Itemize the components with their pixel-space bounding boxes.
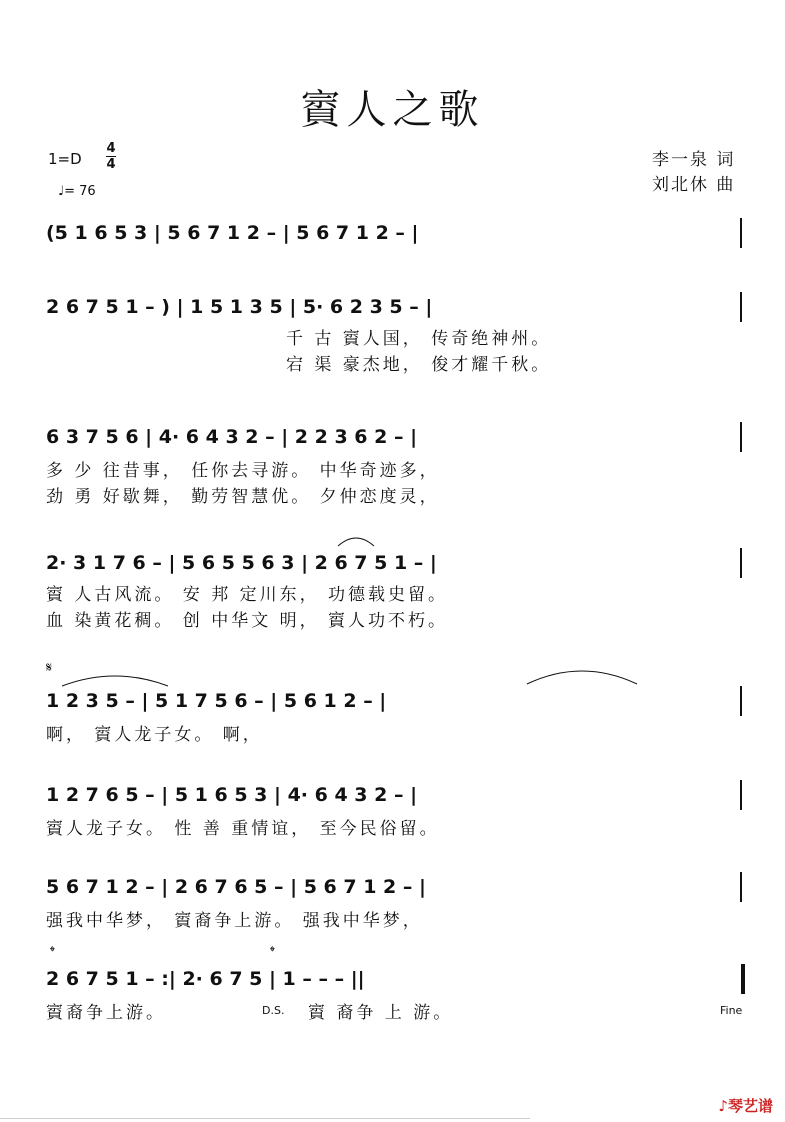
notes-system-6: 1 2 7 6 5 – | 5 1 6 5 3 | 4· 6 4 3 2 – | [46, 784, 418, 806]
slur [336, 532, 376, 548]
notes-system-1: (5 1 6 5 3 | 5 6 7 1 2 – | 5 6 7 1 2 – | [46, 222, 419, 244]
tempo-marking [58, 184, 96, 199]
fine-marking: Fine [720, 1004, 743, 1017]
time-sig-top: 4 [106, 141, 116, 156]
quarter-note-icon: ♩ [58, 184, 65, 199]
site-logo [718, 1095, 773, 1116]
key-signature: 1=D [48, 150, 82, 168]
lyrics-system-4-verse-2: 血 染黄花稠。 创 中华文 明， 賨人功不朽。 [46, 611, 449, 631]
barline [740, 548, 742, 578]
segno-icon: 𝄋 [46, 660, 53, 676]
barline [740, 292, 742, 322]
song-title: 賨人之歌 [300, 87, 485, 133]
lyrics-system-2-verse-2: 宕 渠 豪杰地， 俊才耀千秋。 [286, 355, 552, 375]
lyrics-system-5: 啊， 賨人龙子女。 啊， [46, 725, 263, 745]
ds-marking: D.S. [262, 1004, 285, 1017]
footer-line [0, 1118, 530, 1119]
composer-credit: 刘北休 曲 [652, 175, 736, 195]
time-sig-bottom: 4 [106, 157, 116, 172]
final-barline [741, 964, 745, 994]
tie [60, 670, 170, 688]
notes-system-7: 5 6 7 1 2 – | 2 6 7 6 5 – | 5 6 7 1 2 – | [46, 876, 426, 898]
lyrics-system-6: 賨人龙子女。 性 善 重情谊， 至今民俗留。 [46, 819, 440, 839]
notes-system-8: 2 6 7 5 1 – :| 2· 6 7 5 | 1 – – – || [46, 968, 365, 990]
tie [525, 664, 640, 686]
coda-icon: 𝄌 [50, 944, 55, 960]
lyrics-system-3-verse-1: 多 少 往昔事， 任你去寻游。 中华奇迹多， [46, 461, 440, 481]
logo-icon: ♪ [718, 1097, 728, 1115]
lyrics-system-8-part-2: 賨 裔争 上 游。 [308, 1003, 454, 1023]
lyrics-system-8-part-1: 賨裔争上游。 [46, 1003, 166, 1023]
lyrics-system-3-verse-2: 劲 勇 好歇舞， 勤劳智慧优。 夕仲恋度灵， [46, 487, 440, 507]
tempo-value: = 76 [64, 184, 96, 199]
logo-text: 琴艺谱 [727, 1097, 773, 1115]
lyricist-credit: 李一泉 词 [652, 150, 736, 170]
notes-system-2: 2 6 7 5 1 – ) | 1 5 1 3 5 | 5· 6 2 3 5 – | [46, 296, 433, 318]
lyrics-system-7: 强我中华梦， 賨裔争上游。 强我中华梦， [46, 911, 423, 931]
barline [740, 686, 742, 716]
barline [740, 780, 742, 810]
notes-system-4: 2· 3 1 7 6 – | 5 6 5 5 6 3 | 2 6 7 5 1 – | [46, 552, 437, 574]
barline [740, 422, 742, 452]
notes-system-3: 6 3 7 5 6 | 4· 6 4 3 2 – | 2 2 3 6 2 – | [46, 426, 418, 448]
lyrics-system-4-verse-1: 賨 人古风流。 安 邦 定川东， 功德载史留。 [46, 585, 449, 605]
barline [740, 218, 742, 248]
time-signature [106, 142, 116, 171]
barline [740, 872, 742, 902]
notes-system-5: 1 2 3 5 – | 5 1 7 5 6 – | 5 6 1 2 – | [46, 690, 387, 712]
lyrics-system-2-verse-1: 千 古 賨人国， 传奇绝神州。 [286, 329, 552, 349]
coda-icon: 𝄌 [270, 944, 275, 960]
